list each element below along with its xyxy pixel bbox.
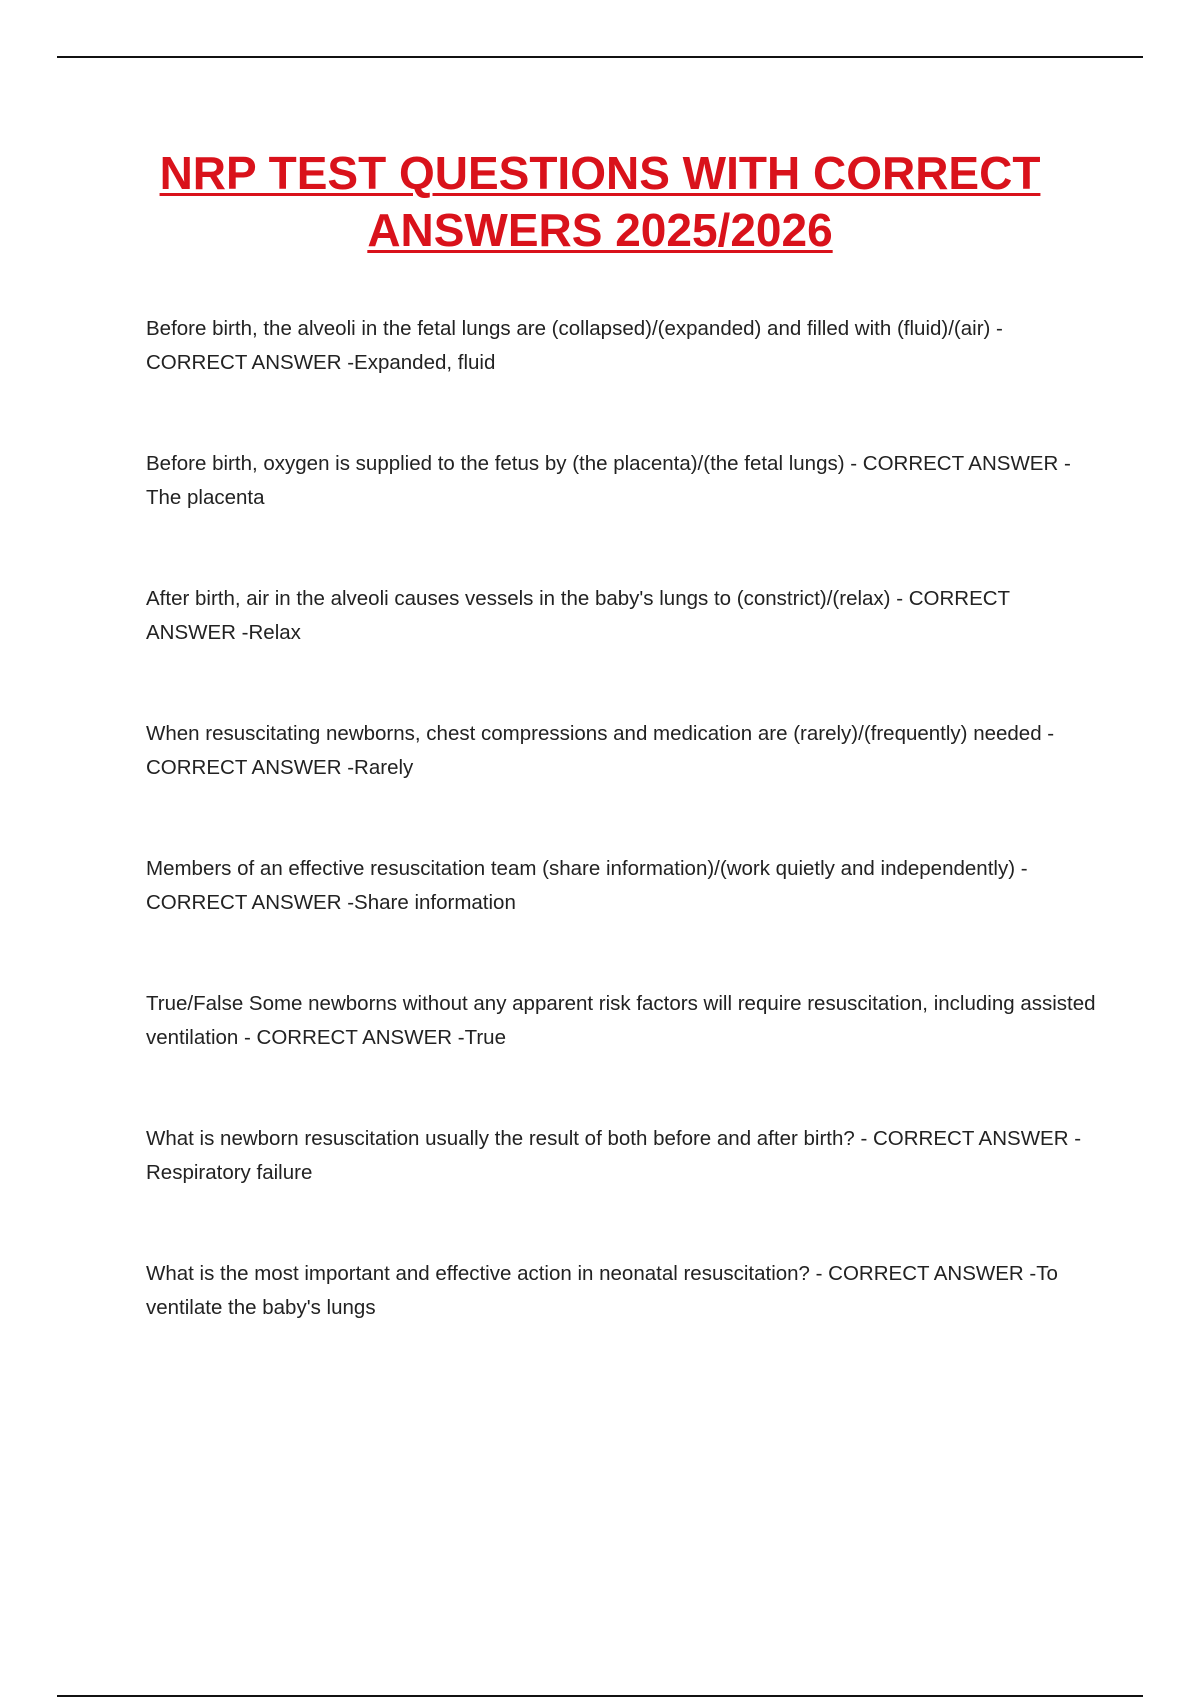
question-list <box>146 312 1096 1392</box>
question-item: Before birth, oxygen is supplied to the fetus by (the placenta)/(the fetal lungs) - CORRECT ANSWER -The placenta <box>146 452 1071 509</box>
question-item: True/False Some newborns without any apparent risk factors will require resuscitation, including assisted ventilation - CORRECT ANSWER -True <box>146 992 1096 1049</box>
question-item: What is newborn resuscitation usually the result of both before and after birth? - CORRECT ANSWER -Respiratory failure <box>146 1127 1082 1184</box>
footer-rule <box>57 1695 1143 1697</box>
header-rule <box>57 56 1143 58</box>
document-title: NRP TEST QUESTIONS WITH CORRECT ANSWERS 2025/2026 <box>159 147 1041 256</box>
question-item: Before birth, the alveoli in the fetal lungs are (collapsed)/(expanded) and filled with (fluid)/(air) - CORRECT ANSWER -Expanded, fluid <box>146 317 1003 374</box>
question-item: After birth, air in the alveoli causes vessels in the baby's lungs to (constrict)/(relax) - CORRECT ANSWER -Relax <box>146 587 1010 644</box>
question-item: Members of an effective resuscitation team (share information)/(work quietly and independently) - CORRECT ANSWER -Share information <box>146 857 1028 914</box>
question-item: When resuscitating newborns, chest compressions and medication are (rarely)/(frequently) needed - CORRECT ANSWER -Rarely <box>146 722 1055 779</box>
question-item: What is the most important and effective action in neonatal resuscitation? - CORRECT ANSWER -To ventilate the baby's lungs <box>146 1262 1058 1319</box>
